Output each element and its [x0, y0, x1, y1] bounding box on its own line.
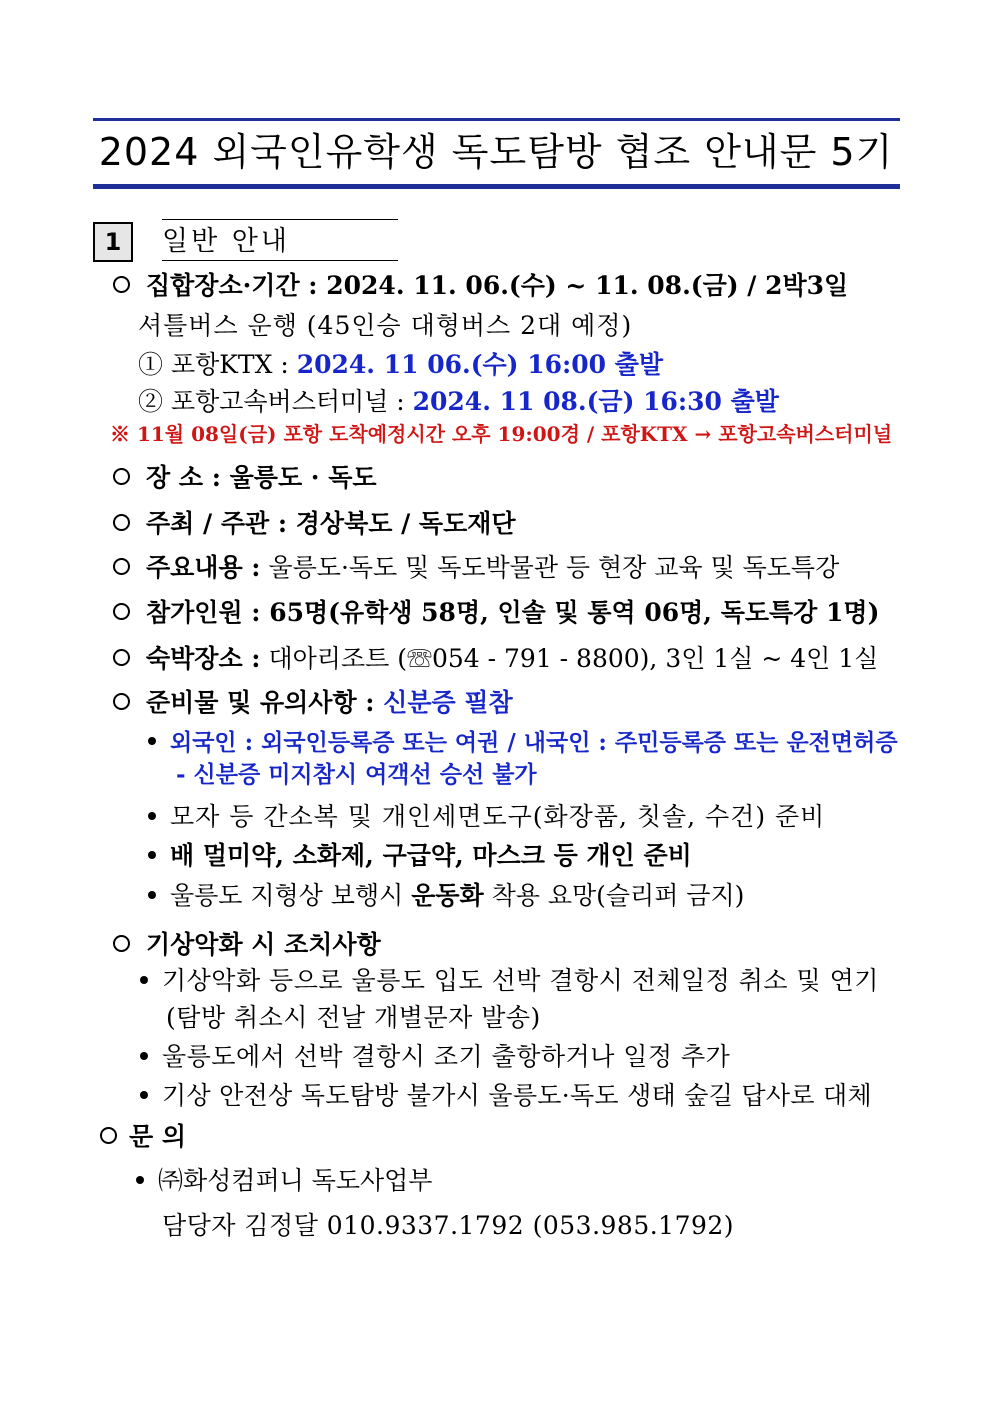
lodging-label: 숙박장소 :	[146, 644, 261, 673]
dot-bullet-icon	[140, 1052, 148, 1060]
weather-bullet-1-text: 기상악화 등으로 울릉도 입도 선박 결항시 전체일정 취소 및 연기	[162, 966, 879, 995]
prep-bullet-4-post: 착용 요망(슬리퍼 금지)	[483, 881, 745, 910]
prep-highlight: 신분증 필참	[383, 688, 513, 717]
contact-person: 담당자 김정달 010.9337.1792 (053.985.1792)	[162, 1211, 735, 1240]
contact-label: 문 의	[129, 1122, 187, 1151]
circle-bullet-icon	[113, 693, 130, 710]
circle-bullet-icon	[113, 649, 130, 666]
place-label: 장 소 : 울릉도 · 독도	[146, 463, 377, 492]
weather-label: 기상악화 시 조치사항	[146, 930, 381, 959]
shuttle-text: 셔틀버스 운행 (45인승 대형버스 2대 예정)	[138, 311, 633, 340]
prep-bullet-2-text: 모자 등 간소복 및 개인세면도구(화장품, 칫솔, 수건) 준비	[170, 802, 826, 831]
arrival-note: ※ 11월 08일(금) 포항 도착예정시간 오후 19:00경 / 포항KTX → 포항고속버스터미널	[110, 422, 893, 446]
route-2-value: 2024. 11 08.(금) 16:30 출발	[412, 387, 779, 416]
weather-bullet-1-line2: (탐방 취소시 전날 개별문자 발송)	[166, 1003, 541, 1032]
weather-bullet-3-text: 기상 안전상 독도탐방 불가시 울릉도·독도 생태 숲길 답사로 대체	[162, 1081, 872, 1110]
circle-bullet-icon	[113, 558, 130, 575]
section-title: 일반 안내	[162, 226, 290, 257]
prep-bullet-4-pre: 울릉도 지형상 보행시	[170, 881, 412, 910]
title-rule-bottom	[93, 184, 900, 189]
weather-bullet-2-text: 울릉도에서 선박 결항시 조기 출항하거나 일정 추가	[162, 1042, 731, 1071]
content-value: 울릉도·독도 및 독도박물관 등 현장 교육 및 독도특강	[260, 553, 840, 582]
route-1	[138, 352, 663, 377]
participants-item	[113, 600, 879, 625]
section-title-rule-top	[162, 219, 398, 220]
circle-bullet-icon	[113, 468, 130, 485]
circle-bullet-icon	[113, 276, 130, 293]
prep-label: 준비물 및 유의사항 :	[146, 688, 384, 717]
route-1-label: ① 포항KTX :	[138, 350, 297, 379]
prep-bullet-4	[148, 883, 744, 908]
weather-bullet-3	[140, 1083, 872, 1108]
route-2	[138, 389, 779, 414]
participants-label: 참가인원 : 65명(유학생 58명, 인솔 및 통역 06명, 독도특강 1명)	[146, 598, 880, 627]
contact-company	[136, 1168, 432, 1193]
host-label: 주최 / 주관 : 경상북도 / 독도재단	[146, 509, 516, 538]
section-title-rule-bottom	[162, 260, 398, 261]
dot-bullet-icon	[140, 976, 148, 984]
dot-bullet-icon	[148, 891, 156, 899]
circle-bullet-icon	[113, 603, 130, 620]
section-number-box: 1	[93, 222, 133, 262]
circle-bullet-icon	[100, 1127, 117, 1144]
dot-bullet-icon	[148, 737, 156, 745]
gathering-label: 집합장소·기간 : 2024. 11. 06.(수) ~ 11. 08.(금) / 2박3일	[146, 271, 849, 300]
title-rule-top	[93, 118, 900, 121]
route-1-value: 2024. 11 06.(수) 16:00 출발	[296, 350, 664, 379]
place-item	[113, 465, 377, 490]
dot-bullet-icon	[136, 1176, 144, 1184]
prep-bullet-1-line2: - 신분증 미지참시 여객선 승선 불가	[176, 761, 537, 788]
weather-item	[113, 932, 381, 957]
route-2-label: ② 포항고속버스터미널 :	[138, 387, 413, 416]
lodging-value: 대아리조트 (☏054 - 791 - 8800), 3인 1실 ~ 4인 1실	[260, 644, 879, 673]
prep-item	[113, 690, 513, 715]
prep-bullet-1	[148, 731, 898, 754]
contact-item	[100, 1124, 186, 1149]
prep-bullet-3	[148, 843, 692, 868]
contact-company-text: ㈜화성컴퍼니 독도사업부	[158, 1166, 433, 1195]
circle-bullet-icon	[113, 935, 130, 952]
content-item	[113, 555, 839, 580]
lodging-item	[113, 646, 878, 671]
dot-bullet-icon	[140, 1091, 148, 1099]
dot-bullet-icon	[148, 812, 156, 820]
weather-bullet-2	[140, 1044, 730, 1069]
prep-bullet-2	[148, 804, 825, 829]
circle-bullet-icon	[113, 514, 130, 531]
page-title: 2024 외국인유학생 독도탐방 협조 안내문 5기	[98, 130, 894, 174]
host-item	[113, 511, 516, 536]
gathering-item	[113, 273, 848, 298]
prep-bullet-3-text: 배 멀미약, 소화제, 구급약, 마스크 등 개인 준비	[170, 841, 692, 870]
prep-bullet-1-text: 외국인 : 외국인등록증 또는 여권 / 내국인 : 주민등록증 또는 운전면허증	[170, 729, 898, 756]
prep-bullet-4-bold: 운동화	[411, 881, 484, 910]
content-label: 주요내용 :	[146, 553, 261, 582]
dot-bullet-icon	[148, 851, 156, 859]
weather-bullet-1	[140, 968, 879, 993]
